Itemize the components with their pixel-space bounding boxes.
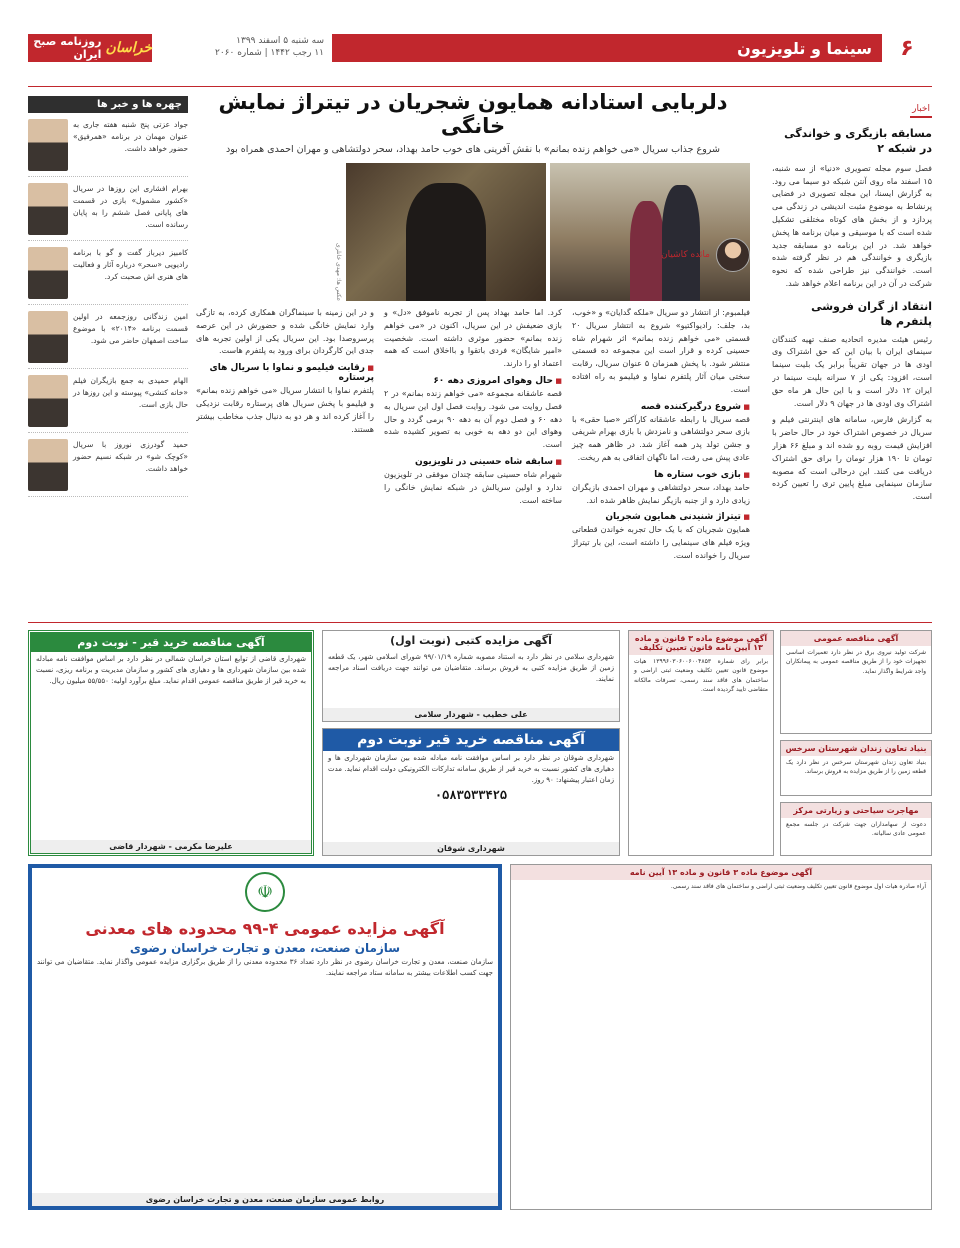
faces-column <box>28 96 188 616</box>
photo-credit: عکس ها: مهدی خانلری <box>335 242 342 301</box>
author-avatar <box>716 238 750 272</box>
ad-signature: روابط عمومی سازمان صنعت، معدن و تجارت خراسان رضوی <box>32 1193 498 1206</box>
page-number: ۶ <box>882 34 932 62</box>
ad-bitumen-tender-qazi <box>28 630 314 856</box>
ad-text: شهرداری شوقان در نظر دارد بر اساس موافقت نامه مبادله شده بین سازمان شهرداری ها و دهیاری های کشور نسبت به خرید قیر از طریق سامانه تدارکات الکترونیکی دولت اقدام نماید. مدت زمان اعتبار پیشنهاد: ۹۰ روز. <box>328 754 614 784</box>
news-brief-column <box>772 96 932 616</box>
face-item-text: حمید گودرزی نوروز با سریال «کوچک شو» در شبکه نسیم حضور خواهد داشت. <box>73 440 188 473</box>
portrait-photo <box>28 247 68 299</box>
face-item-text: کامبیز دیرباز گفت و گو با برنامه رادیویی «سحر» درباره آثار و فعالیت های هنری اش صحبت کرد. <box>73 248 188 281</box>
article-headline: دلربایی استادانه همایون شجریان در تیتراژ نمایش خانگی <box>218 90 728 138</box>
ad-text: بنیاد تعاون زندان شهرستان سرخس در نظر دارد یک قطعه زمین را از طریق مزایده به فروش برساند. <box>786 759 926 776</box>
article-subhead-3: ■ تیتراژ شنیدنی همایون شجریان <box>572 512 750 522</box>
brand-subtitle: روزنامه صبح ایران <box>33 35 102 61</box>
list-item <box>28 311 188 369</box>
face-item-text: جواد عزتی پنج شنبه هفته جاری به عنوان مهمان در برنامه «همرفیق» حضور خواهد داشت. <box>73 120 188 153</box>
article-subhead-6: ■ رقابت فیلیمو و نماوا با سریال های پرستاره <box>196 363 374 383</box>
page-header <box>28 34 932 62</box>
article-col2-p3: شهرام شاه حسینی سابقه چندان موفقی در تلویزیون ندارد و اولین سریالش در شبکه نمایش خانگی را ساخته است. <box>384 469 562 505</box>
ad-signature: شهرداری شوقان <box>323 842 619 855</box>
ad-title: آگهی موضوع ماده ۳ قانون و ماده ۱۳ آیین نامه قانون تعیین تکلیف <box>629 631 773 655</box>
ad-text: شرکت تولید نیروی برق در نظر دارد تعمیرات اساسی تجهیزات خود را از طریق مناقصه عمومی به پیمانکاران واجد شرایط واگذار نماید. <box>786 649 926 675</box>
ad-title: آگهی مزایده کتبی (نوبت اول) <box>390 634 552 647</box>
government-emblem-icon: ☫ <box>245 872 285 912</box>
portrait-photo <box>28 311 68 363</box>
ad-text: آراء صادره هیات اول موضوع قانون تعیین تکلیف وضعیت ثبتی اراضی و ساختمان های فاقد سند رسمی. <box>670 883 926 890</box>
article-columns <box>196 307 750 563</box>
ad-bitumen-tender-shoghan <box>322 728 620 856</box>
ads-divider <box>28 622 932 623</box>
ad-title: آگهی مناقصه عمومی <box>781 631 931 646</box>
ad-text: شهرداری سلامی در نظر دارد به استناد مصوبه شماره ۹۹/۰۱/۱۹ شورای اسلامی شهر، یک قطعه زمین از طریق مزایده کتبی به فروش برساند. متقاضیان می توانند جهت دریافت اسناد مراجعه نمایند. <box>328 653 614 683</box>
author-byline <box>620 238 750 272</box>
ad-legal-notice-1 <box>628 630 774 856</box>
list-item <box>28 183 188 241</box>
author-spacer <box>196 163 326 301</box>
header-divider <box>28 86 932 87</box>
ad-public-tender <box>780 630 932 734</box>
article-subhead-5: ■ سابقه شاه حسینی در تلویزیون <box>384 457 562 467</box>
ad-title: مهاجرت سیاحتی و زیارتی مرکز <box>781 803 931 818</box>
article-subhead-4: ■ حال وهوای امروزی دهه ۶۰ <box>384 376 562 386</box>
article-col-3 <box>196 307 374 563</box>
article-col-2 <box>384 307 562 563</box>
brief-body-1: فصل سوم مجله تصویری «دنیا» از سه شنبه، ۱۵ اسفند ماه روی آنتن شبکه دو سیما می رود. به گزارش ایسنا، این مجله تصویری در فضایی پرنشاط به موضوع مثبت اندیشی در زندگی می پردازد و از بخش های کوتاه مختلفی تشکیل شده است که با موسیقی و میان برنامه ها پخش خواهد شد. در این برنامه دو مسابقه جدید بازیگری و خوانندگی هم در نظر گرفته شده است. خوانندگی نیز طراحی شده که نحوه شرکت در آن در این برنامه اعلام خواهد شد. <box>772 163 932 288</box>
ad-text: دعوت از سهامداران جهت شرکت در جلسه مجمع عمومی عادی سالیانه. <box>786 821 926 838</box>
news-tag: اخبار <box>910 104 932 118</box>
author-name: مائده کاشیان <box>660 250 710 260</box>
face-item-text: امین زندگانی روزجمعه در اولین قسمت برنامه «۲۰۱۴» با موضوع ساخت اصفهان حاضر می شود. <box>73 312 188 345</box>
faces-column-title: چهره ها و خبر ها <box>28 96 188 113</box>
article-col2-p1: کرد. اما حامد بهداد پس از تجربه ناموفق «دل» و بازی ضعیفش در این سریال، اکنون در «می خواهم زنده بمانم» حضور موثری داشته است. شخصیت «امیر شایگان» فردی باتقوا و بااخلاق است که همه اعتماد او را دارند. <box>384 308 562 369</box>
ad-title: آگهی مناقصه خرید قیر نوبت دوم <box>323 729 619 751</box>
article-col1-p1: فیلمبوم: از انتشار دو سریال «ملکه گدایان» و «خوب، بد، جلف: رادیواکتیو» شروع به انتشار سریال ۲۰ قسمتی «می خواهم زنده بمانم» اثر شهرام شاه حسینی کرده و قرار است این مجموعه ده قسمتی منتشر شود. با پخش همزمان ۵ عنوان سریال، رقابت سختی میان آثار پلتفرم نماوا و فیلیمو به راه افتاده است. <box>572 308 750 394</box>
ad-mining-auction <box>28 864 502 1210</box>
article-col1-p2: قصه سریال با رابطه عاشقانه کارآکتر «صبا حقی» با بازی سحر دولتشاهی و نامزدش با بازی بهرام شریفی و جشن تولد پدر همه آغاز شد. در ظاهر همه چیز عادی پیش می رفت، اما ناگهان اتفاقی به هم ریخت. <box>572 414 750 462</box>
main-article <box>196 90 750 618</box>
list-item <box>28 439 188 497</box>
article-subhead-1: ■ شروع درگیرکننده قصه <box>572 402 750 412</box>
ad-prison-foundation <box>780 740 932 796</box>
issue-date <box>152 34 332 62</box>
article-col1-p4: همایون شجریان که با یک حال تجربه خواندن قطعاتی ویژه فیلم های سینمایی را داشته است، این بار تیتراژ سریال را خوانده است. <box>572 525 750 560</box>
article-col3-p1: و در این زمینه با سینماگران همکاری کرده، به تازگی وارد نمایش خانگی شده و حضورش در این عرصه پرسروصدا بود. این سریال یکی از اولین تجربه های جدی این کارگردان برای ورود به پلتفرم هاست. <box>196 308 374 356</box>
article-col-1 <box>572 307 750 563</box>
ad-text: برابر رای شماره ۱۳۹۹۶۰۳۰۶۰۰۶۰۰۴۸۵۳ هیات موضوع قانون تعیین تکلیف وضعیت ثبتی اراضی و ساختمان های فاقد سند رسمی، تصرفات مالکانه متقاضی تایید گردیده است. <box>634 658 769 693</box>
article-col2-p2: قصه عاشقانه مجموعه «می خواهم زنده بمانم» در ۲ فصل روایت می شود. روایت فصل اول این سریال به دهه ۶۰ و فصل دوم آن به دهه ۹۰ برمی گردد و حال وهوای این دو دهه به خوبی به تصویر کشیده شده است. <box>384 388 563 450</box>
ad-legal-notices-grid <box>510 864 932 1210</box>
ad-title: آگهی موضوع ماده ۳ قانون و ماده ۱۳ آیین نامه <box>511 865 931 880</box>
list-item <box>28 247 188 305</box>
date-line-1: سه شنبه ۵ اسفند ۱۳۹۹ <box>236 36 324 47</box>
ad-title: آگهی مناقصه خرید قیر - نوبت دوم <box>31 633 311 652</box>
article-subhead-2: ■ بازی خوب ستاره ها <box>572 470 750 480</box>
brief-headline-2: انتقاد از گران فروشی پلتفرم ها <box>811 299 932 329</box>
article-photo-actor <box>346 163 546 301</box>
brief-body-3: به گزارش فارس، سامانه های اینترنتی فیلم و سریال در خصوص اشتراک خود در حال حاضر با افزایش قیمت روبه رو شده اند و مبلغ ۶۶ هزار تومان تا ۱۹۰ هزار تومان را برای حق اشتراک دریافت می کنند. این درحالی است که مصوبه سازمان سینمایی مبلغ پایین تری را تعیین کرده است. <box>772 415 932 502</box>
ad-title: آگهی مزایده عمومی ۴-۹۹ محدوده های معدنی <box>85 919 445 938</box>
brief-body-2: رئیس هیئت مدیره اتحادیه صنف تهیه کنندگان سینمای ایران با بیان این که حق اشتراک وی اودی ها در جهان تقریباً برابر یک بلیت سینما است، افزود: یکی از ۷ سرانه بلیت سینما در ایران ۱۲ دلار است و با این حال هر ماه حق اشتراک وی اودی ها در جهان ۹ دلار است. <box>772 334 932 408</box>
portrait-photo <box>28 375 68 427</box>
brand-logo: خراسان <box>105 40 152 56</box>
article-photos <box>196 163 750 301</box>
brief-headline-1: مسابقه بازیگری و خواندگی در شبکه ۲ <box>784 127 932 156</box>
ad-shareholders <box>780 802 932 856</box>
list-item <box>28 375 188 433</box>
portrait-photo <box>28 119 68 171</box>
ad-phone: ۰۵۸۳۵۳۳۴۲۵ <box>434 787 508 802</box>
article-col3-p2: پلتفرم نماوا با انتشار سریال «می خواهم زنده بمانم» و فیلیمو با پخش سریال های پرستاره رقابت نزدیکی را آغاز کرده اند و هر دو به دنبال جذب مخاطب بیشتر هستند. <box>196 386 374 434</box>
ad-text: شهرداری قاضی از توابع استان خراسان شمالی در نظر دارد بر اساس موافقت نامه مبادله شده بین سازمان شهرداری ها و دهیاری های کشور و سازمان مدیریت و برنامه ریزی، نسبت به خرید قیر از طریق مناقصه عمومی اقدام نماید. مبلغ برآورد اولیه: ۵۵/۵۵۰ میلیون ریال. <box>36 655 306 685</box>
face-item-text: بهرام افشاری این روزها در سریال «کشور مشمول» بازی در قسمت های پایانی فصل ششم را به پایان رسانده است. <box>73 184 188 229</box>
ad-signature: علیرضا مکرمی - شهردار قاضی <box>31 840 311 853</box>
ad-text: سازمان صنعت، معدن و تجارت خراسان رضوی در نظر دارد تعداد ۳۶ محدوده معدنی را از طریق برگزاری مزایده عمومی واگذار نماید. متقاضیان می توانند جهت کسب اطلاعات بیشتر به سامانه ستاد مراجعه نمایند. <box>37 958 493 977</box>
article-col1-p3: حامد بهداد، سحر دولتشاهی و مهران احمدی بازیگران زیادی دارد و از جنبه بازیگر نمایش ظاهر شده اند. <box>572 482 750 505</box>
ad-title: بنیاد تعاون زندان شهرستان سرخس <box>781 741 931 756</box>
face-item-text: الهام حمیدی به جمع بازیگران فیلم «خانه کنشی» پیوسته و این روزها در حال بازی است. <box>73 376 188 409</box>
ad-signature: علی خطیب - شهردار سلامی <box>323 708 619 721</box>
article-lead: شروع جذاب سریال «می خواهم زنده بمانم» با نقش آفرینی های خوب حامد بهداد، سحر دولتشاهی و مهران احمدی همراه بود <box>225 144 720 155</box>
date-line-2: ۱۱ رجب ۱۴۴۲ | شماره ۲۰۶۰ <box>215 48 324 58</box>
ad-subtitle: سازمان صنعت، معدن و تجارت خراسان رضوی <box>129 941 401 955</box>
ad-auction-salami <box>322 630 620 722</box>
ads-section <box>28 630 932 1222</box>
section-title: سینما و تلویزیون <box>332 34 882 62</box>
list-item <box>28 119 188 177</box>
article-photo-couple <box>550 163 750 301</box>
portrait-photo <box>28 183 68 235</box>
portrait-photo <box>28 439 68 491</box>
newspaper-brand <box>28 34 152 62</box>
